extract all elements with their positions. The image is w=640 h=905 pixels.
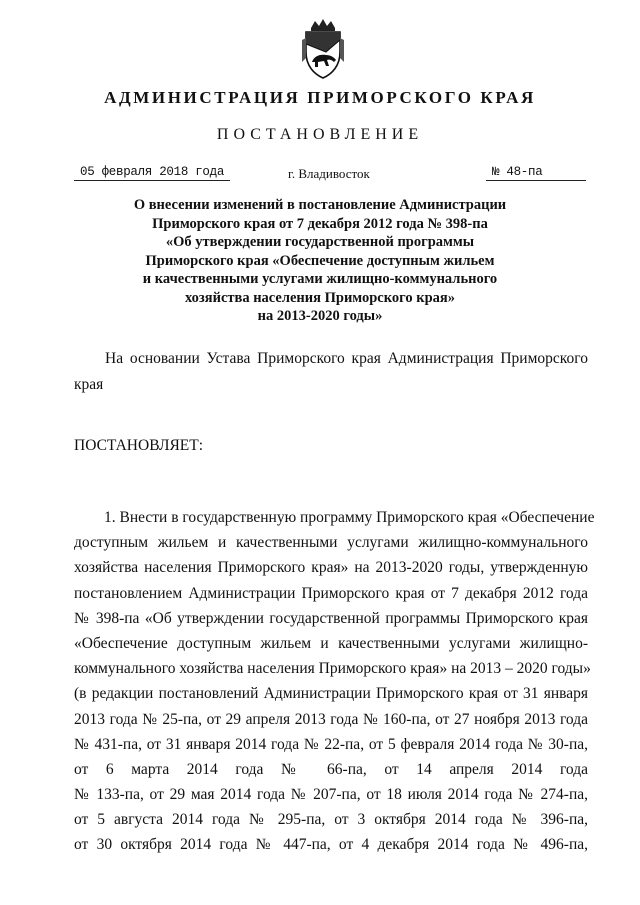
paragraph-line: от 5 августа 2014 года № 295-па, от 3 октября 2014 года № 396-па,	[74, 811, 588, 829]
paragraph-line: хозяйства населения Приморского края» на 2013-2020 годы, утвержденную	[74, 559, 588, 577]
title-line: О внесении изменений в постановление Администрации	[133, 197, 507, 213]
basis-text-line: На основании Устава Приморского края Администрация Приморского	[105, 350, 588, 367]
paragraph-1	[74, 505, 595, 858]
paragraph-line: «Обеспечение доступным жильем и качественными услугами жилищно-	[74, 634, 588, 652]
document-title	[120, 196, 520, 326]
paragraph-line: постановлением Администрации Приморского края от 7 декабря 2012 года	[74, 584, 588, 602]
paragraph-line: 1. Внести в государственную программу Приморского края «Обеспечение	[104, 509, 595, 526]
title-line: и качественными услугами жилищно-коммунального	[142, 271, 498, 287]
title-line: Приморского края от 7 декабря 2012 года № 398-па	[152, 215, 488, 232]
paragraph-line: от 6 марта 2014 года № 66-па, от 14 апреля 2014 года	[74, 760, 588, 778]
paragraph-line: (в редакции постановлений Администрации Приморского края от 31 января	[74, 685, 588, 703]
document-type: ПОСТАНОВЛЕНИЕ	[216, 126, 424, 143]
document-city: г. Владивосток	[288, 166, 370, 181]
paragraph-line: коммунального хозяйства населения Приморского края» на 2013 – 2020 годы»	[74, 660, 591, 678]
document-number: № 48-па	[486, 165, 586, 181]
document-date: 05 февраля 2018 года	[74, 165, 230, 181]
paragraph-line: доступным жильем и качественными услугами жилищно-коммунального	[74, 534, 588, 552]
basis-text-line: края	[74, 376, 104, 393]
title-line: «Об утверждении государственной программы	[165, 234, 475, 250]
paragraph-line: № 431-па, от 31 января 2014 года № 22-па, от 5 февраля 2014 года № 30-па,	[74, 735, 588, 753]
paragraph-line: № 398-па «Об утверждении государственной программы Приморского края	[74, 609, 588, 627]
paragraph-line: 2013 года № 25-па, от 29 апреля 2013 года № 160-па, от 27 ноября 2013 года	[74, 710, 588, 728]
decree-heading: ПОСТАНОВЛЯЕТ:	[74, 437, 204, 454]
paragraph-line: от 30 октября 2014 года № 447-па, от 4 декабря 2014 года № 496-па,	[74, 836, 588, 854]
title-line: Приморского края «Обеспечение доступным жильем	[145, 252, 495, 269]
title-line: хозяйства населения Приморского края»	[184, 289, 456, 306]
organization-name: АДМИНИСТРАЦИЯ ПРИМОРСКОГО КРАЯ	[104, 88, 536, 107]
title-line: на 2013-2020 годы»	[257, 308, 383, 324]
coat-of-arms-emblem	[296, 18, 350, 80]
paragraph-line: № 133-па, от 29 мая 2014 года № 207-па, от 18 июля 2014 года № 274-па,	[74, 786, 588, 804]
